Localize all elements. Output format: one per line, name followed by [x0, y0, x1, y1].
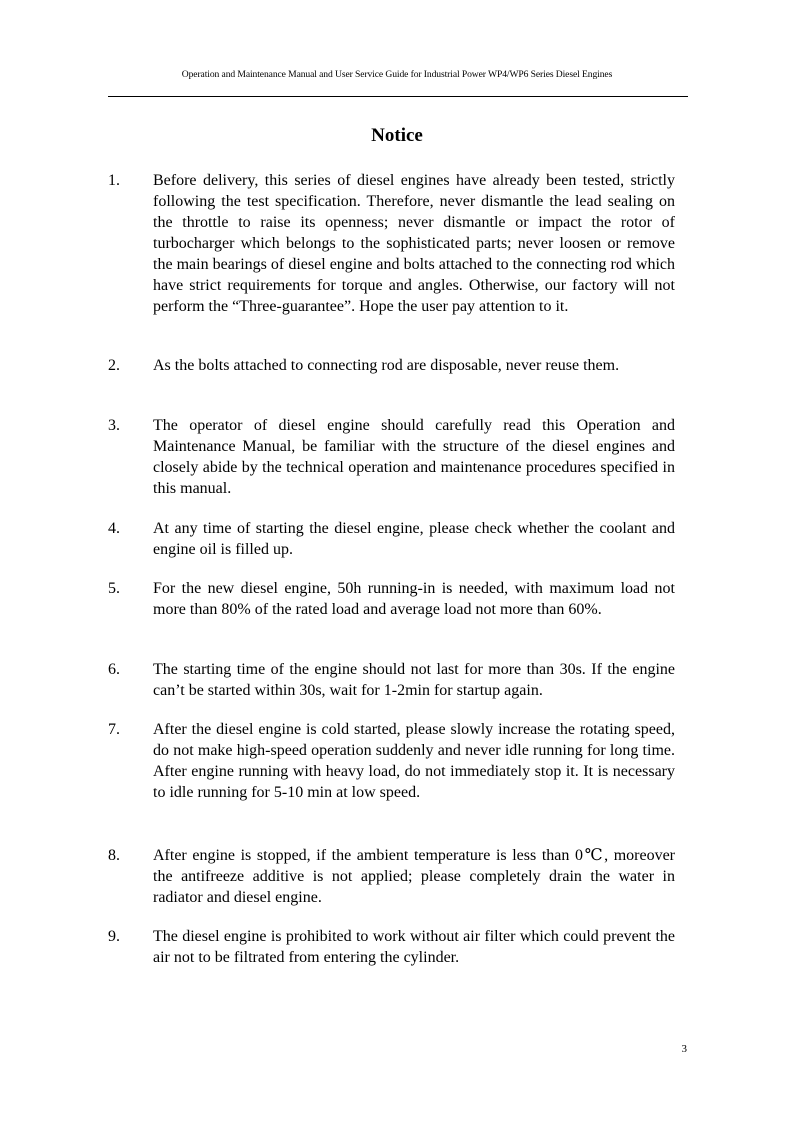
item-number: 2. — [108, 357, 120, 374]
item-number: 8. — [108, 847, 120, 864]
item-text: The diesel engine is prohibited to work without air filter which could prevent the air not to be filtrated from entering the cylinder. — [153, 928, 675, 966]
item-text: At any time of starting the diesel engine, please check whether the coolant and engine oil is filled up. — [153, 520, 675, 558]
item-text: Before delivery, this series of diesel engines have already been tested, strictly following the test specification. Therefore, never dismantle the lead sealing on the throttle to raise its openness; never dismantle or impact the rotor of turbocharger which belongs to the sophisticated parts; never loosen or remove the main bearings of diesel engine and bolts attached to the connecting rod which have strict requirements for torque and angles. Otherwise, our factory will not perform the “Three-guarantee”. Hope the user pay attention to it. — [153, 172, 675, 315]
item-number: 6. — [108, 661, 120, 678]
item-number: 1. — [108, 172, 120, 189]
item-number: 9. — [108, 928, 120, 945]
item-text: The operator of diesel engine should carefully read this Operation and Maintenance Manual, be familiar with the structure of the diesel engines and closely abide by the technical operation and maintenance procedures specified in this manual. — [153, 417, 675, 497]
item-text: As the bolts attached to connecting rod are disposable, never reuse them. — [153, 357, 620, 374]
item-number: 5. — [108, 580, 120, 597]
item-text: The starting time of the engine should not last for more than 30s. If the engine can’t be started within 30s, wait for 1-2min for startup again. — [153, 661, 675, 699]
header-rule — [108, 96, 688, 97]
page-title: Notice — [371, 125, 423, 146]
item-text: After the diesel engine is cold started, please slowly increase the rotating speed, do not make high-speed operation suddenly and never idle running for long time. After engine running with heavy load, do not immediately stop it. It is necessary to idle running for 5-10 min at low speed. — [153, 721, 675, 801]
item-number: 4. — [108, 520, 120, 537]
item-text: After engine is stopped, if the ambient temperature is less than 0℃, moreover the antifreeze additive is not applied; please completely drain the water in radiator and diesel engine. — [153, 847, 675, 906]
page-number: 3 — [681, 1043, 687, 1055]
item-number: 7. — [108, 721, 120, 738]
item-text: For the new diesel engine, 50h running-in is needed, with maximum load not more than 80% of the rated load and average load not more than 60%. — [153, 580, 675, 618]
item-number: 3. — [108, 417, 120, 434]
running-header: Operation and Maintenance Manual and User Service Guide for Industrial Power WP4/WP6 Series Diesel Engines — [181, 69, 613, 80]
